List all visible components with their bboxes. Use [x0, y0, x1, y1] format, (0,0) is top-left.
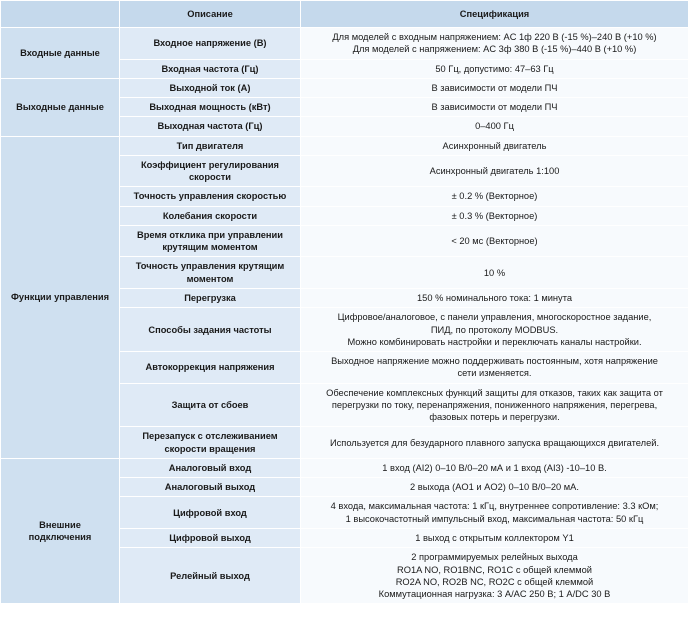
row-group-label: Функции управления — [1, 136, 120, 458]
parameter-label: Выходная частота (Гц) — [120, 117, 301, 136]
parameter-value — [301, 117, 688, 136]
parameter-label: Тип двигателя — [120, 136, 301, 155]
parameter-label: Аналоговый выход — [120, 478, 301, 497]
value-line: 4 входа, максимальная частота: 1 кГц, внутреннее сопротивление: 3.3 кОм; — [330, 501, 659, 512]
parameter-value — [301, 308, 688, 352]
parameter-label: Колебания скорости — [120, 206, 301, 225]
parameter-label: Цифровой вход — [120, 497, 301, 529]
value-line: Для моделей с входным напряжением: AC 1ф 220 В (-15 %)–240 В (+10 %) — [332, 32, 657, 42]
parameter-label: Защита от сбоев — [120, 383, 301, 427]
value-line: Асинхронный двигатель 1:100 — [429, 165, 560, 176]
parameter-value — [301, 288, 688, 307]
parameter-label: Точность управления скоростью — [120, 187, 301, 206]
value-line: Используется для безударного плавного запуска вращающихся двигателей. — [329, 437, 660, 448]
value-line: 150 % номинального тока: 1 минута — [416, 292, 573, 303]
table-body — [1, 28, 688, 604]
parameter-value — [301, 225, 688, 257]
value-line: Коммутационная нагрузка: 3 А/AC 250 В; 1 А/DC 30 В — [378, 589, 611, 600]
parameter-label: Точность управления крутящим моментом — [120, 257, 301, 289]
parameter-value — [301, 427, 688, 459]
parameter-label: Автокоррекция напряжения — [120, 352, 301, 384]
parameter-value — [301, 548, 688, 604]
value-line: 1 вход (AI2) 0–10 В/0–20 мА и 1 вход (AI3) -10–10 В. — [382, 462, 607, 473]
table-row — [1, 458, 688, 477]
table-row — [1, 78, 688, 97]
parameter-value — [301, 257, 688, 289]
parameter-value — [301, 28, 688, 60]
value-line: ± 0.3 % (Векторное) — [451, 210, 538, 221]
value-line: 50 Гц, допустимо: 47–63 Гц — [435, 63, 554, 74]
parameter-label: Выходная мощность (кВт) — [120, 98, 301, 117]
value-line: 0–400 Гц — [475, 121, 514, 132]
parameter-value — [301, 478, 688, 497]
parameter-label: Цифровой выход — [120, 528, 301, 547]
value-line: RO1A NO, RO1BNC, RO1C с общей клеммой — [397, 564, 592, 575]
parameter-value — [301, 383, 688, 427]
value-line: Цифровое/аналоговое, с панели управления, многоскоростное задание, — [337, 312, 652, 323]
value-line: 1 выход с открытым коллектором Y1 — [415, 532, 574, 543]
row-group-label: Внешние подключения — [1, 458, 120, 603]
parameter-value — [301, 458, 688, 477]
parameter-label: Выходной ток (А) — [120, 78, 301, 97]
parameter-value — [301, 98, 688, 117]
value-line: В зависимости от модели ПЧ — [431, 102, 558, 113]
header-specification: Спецификация — [301, 1, 688, 28]
parameter-label: Способы задания частоты — [120, 308, 301, 352]
parameter-value — [301, 352, 688, 384]
parameter-label: Релейный выход — [120, 548, 301, 604]
header-description: Описание — [120, 1, 301, 28]
parameter-value — [301, 78, 688, 97]
value-line: В зависимости от модели ПЧ — [431, 82, 558, 93]
parameter-value — [301, 59, 688, 78]
value-line: Обеспечение комплексных функций защиты для отказов, таких как защита от — [326, 387, 663, 398]
header-row — [1, 1, 688, 28]
parameter-label: Перезапуск с отслеживанием скорости вращения — [120, 427, 301, 459]
parameter-label: Перегрузка — [120, 288, 301, 307]
value-line: 10 % — [483, 267, 506, 278]
value-line: < 20 мс (Векторное) — [451, 236, 538, 247]
row-group-label: Входные данные — [1, 28, 120, 79]
value-line: ПИД, по протоколу MODBUS. — [430, 324, 559, 335]
parameter-label: Аналоговый вход — [120, 458, 301, 477]
parameter-value — [301, 206, 688, 225]
parameter-label: Коэффициент регулирования скорости — [120, 155, 301, 187]
value-line: Выходное напряжение можно поддерживать постоянным, хотя напряжение — [331, 356, 658, 367]
value-line: ± 0.2 % (Векторное) — [451, 191, 538, 202]
value-line: Можно комбинировать настройки и переключать каналы настройки. — [347, 336, 642, 347]
parameter-label: Время отклика при управлении крутящим моментом — [120, 225, 301, 257]
value-line: перегрузки по току, перенапряжения, пониженного напряжения, перегрева, — [331, 399, 658, 410]
parameter-label: Входная частота (Гц) — [120, 59, 301, 78]
value-line: 2 выхода (AO1 и AO2) 0–10 В/0–20 мА. — [410, 482, 579, 493]
value-line: 2 программируемых релейных выхода — [411, 552, 578, 563]
parameter-label: Входное напряжение (В) — [120, 28, 301, 60]
value-line: фазовых потерь и перегрузки. — [429, 412, 560, 423]
value-line: сети изменяется. — [457, 368, 532, 379]
row-group-label: Выходные данные — [1, 78, 120, 136]
value-line: Асинхронный двигатель — [442, 140, 547, 151]
table-row — [1, 136, 688, 155]
parameter-value — [301, 136, 688, 155]
parameter-value — [301, 155, 688, 187]
parameter-value — [301, 187, 688, 206]
value-line: RO2A NO, RO2B NC, RO2C с общей клеммой — [395, 576, 594, 587]
table-header — [1, 1, 688, 28]
parameter-value — [301, 497, 688, 529]
parameter-value — [301, 528, 688, 547]
table-row — [1, 28, 688, 60]
value-line: Для моделей с напряжением: AC 3ф 380 В (-15 %)–440 В (+10 %) — [352, 44, 637, 55]
header-corner-cell — [1, 1, 120, 28]
value-line: 1 высокочастотный импульсный вход, максимальная частота: 50 кГц — [345, 513, 644, 524]
